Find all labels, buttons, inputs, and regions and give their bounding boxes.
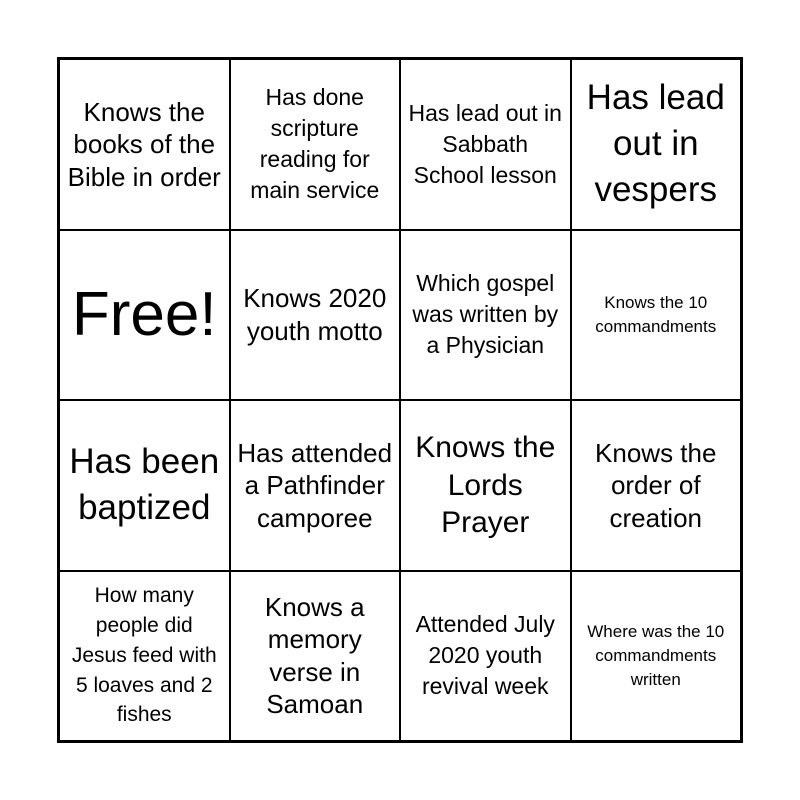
cell-text: Knows the order of creation bbox=[595, 437, 717, 533]
bingo-board bbox=[57, 57, 743, 743]
bingo-cell-r4c1[interactable] bbox=[59, 571, 230, 742]
bingo-cell-r3c2[interactable] bbox=[230, 400, 401, 571]
cell-text: Knows the books of the Bible in order bbox=[67, 96, 221, 192]
bingo-cell-r4c4[interactable] bbox=[571, 571, 742, 742]
bingo-cell-r3c4[interactable] bbox=[571, 400, 742, 571]
cell-text: Has attended a Pathfinder camporee bbox=[237, 437, 393, 533]
cell-text: Has been baptized bbox=[69, 442, 220, 528]
cell-text: Knows 2020 youth motto bbox=[243, 283, 387, 346]
bingo-cell-r2c4[interactable] bbox=[571, 230, 742, 401]
bingo-cell-r1c4[interactable] bbox=[571, 59, 742, 230]
cell-text: Has lead out in vespers bbox=[586, 77, 725, 210]
cell-text: How many people did Jesus feed with 5 loaves and 2 fishes bbox=[71, 584, 217, 727]
bingo-free-cell[interactable] bbox=[59, 230, 230, 401]
cell-text: Where was the 10 commandments written bbox=[587, 621, 725, 689]
bingo-cell-r2c3[interactable] bbox=[400, 230, 571, 401]
bingo-cell-r1c2[interactable] bbox=[230, 59, 401, 230]
bingo-cell-r1c1[interactable] bbox=[59, 59, 230, 230]
bingo-cell-r2c2[interactable] bbox=[230, 230, 401, 401]
cell-text: Attended July 2020 youth revival week bbox=[415, 611, 555, 700]
bingo-cell-r4c2[interactable] bbox=[230, 571, 401, 742]
cell-text: Has done scripture reading for main service bbox=[250, 84, 380, 204]
cell-text: Free! bbox=[71, 279, 217, 349]
cell-text: Knows a memory verse in Samoan bbox=[264, 591, 365, 720]
cell-text: Knows the Lords Prayer bbox=[415, 431, 556, 539]
cell-text: Which gospel was written by a Physician bbox=[412, 270, 559, 359]
cell-text: Knows the 10 commandments bbox=[595, 292, 717, 336]
bingo-cell-r3c1[interactable] bbox=[59, 400, 230, 571]
bingo-cell-r1c3[interactable] bbox=[400, 59, 571, 230]
bingo-cell-r3c3[interactable] bbox=[400, 400, 571, 571]
cell-text: Has lead out in Sabbath School lesson bbox=[408, 99, 562, 188]
bingo-cell-r4c3[interactable] bbox=[400, 571, 571, 742]
